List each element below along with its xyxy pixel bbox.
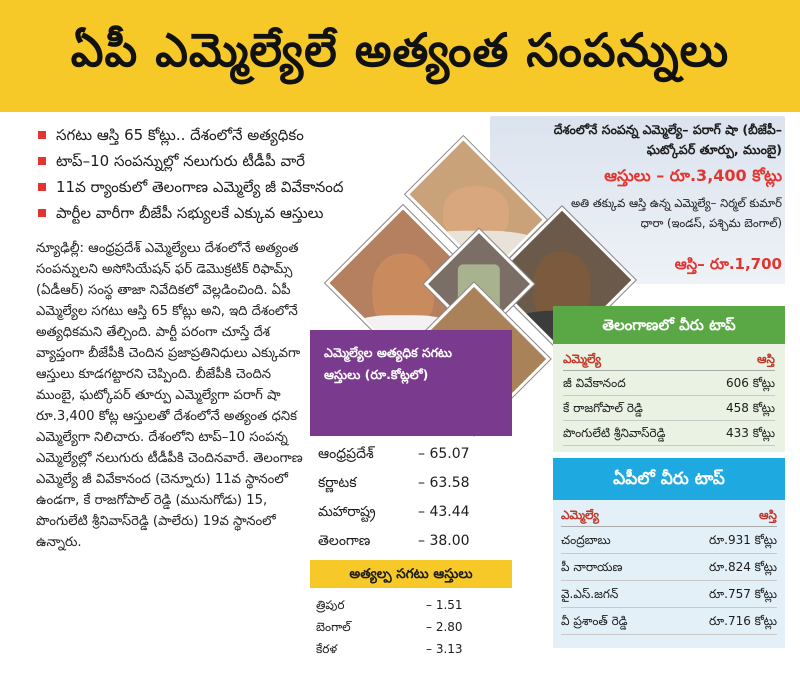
mla-name: కే రాజగోపాల్‌ రెడ్డి: [563, 401, 643, 415]
lowest-avg-assets-title: అత్యల్ప సగటు ఆస్తులు: [349, 566, 473, 582]
bullet-item: సగటు ఆస్తి 65 కోట్లు.. దేశంలోనే అత్యధికం: [38, 124, 478, 146]
avg-value: – 1.51: [426, 598, 463, 612]
table-row: [316, 594, 506, 616]
table-header: [561, 504, 777, 527]
mla-assets: 606 కోట్లు: [725, 376, 775, 390]
telangana-top-table: [553, 344, 785, 452]
state-name: మహారాష్ట్ర: [318, 504, 376, 520]
avg-value: – 65.07: [418, 446, 470, 462]
table-row: [563, 371, 775, 396]
state-name: బెంగాల్‌: [316, 620, 351, 634]
telangana-top-header: [553, 306, 785, 344]
poorest-mla-assets: ఆస్తి– రూ.1,700: [674, 255, 782, 273]
richest-mla-assets: ఆస్తులు – రూ.3,400 కోట్లు: [604, 166, 782, 185]
mla-name: వీ ప్రశాంత్‌ రెడ్డి: [561, 614, 628, 628]
poorest-mla-title: అతి తక్కువ ఆస్తి ఉన్న ఎమ్మెల్యే– నిర్మల్‌ కుమార్‌ ధారా (ఇండస్, పశ్చిమ బెంగాల్‌): [570, 196, 782, 230]
mla-assets: రూ.824 కోట్లు: [709, 560, 777, 574]
mla-name: పొంగులేటి శ్రీనివాస్‌రెడ్డి: [563, 426, 666, 440]
highest-avg-assets-title: ఎమ్మెల్యేల అత్యధిక సగటు ఆస్తులు (రూ.కోట్లలో): [324, 345, 452, 382]
table-row: [316, 616, 506, 638]
highest-avg-assets-table: [318, 440, 506, 556]
table-header: [563, 348, 775, 371]
ap-top-title: ఏపీలో వీరు టాప్‌: [613, 469, 725, 489]
bullet-item: పార్టీల వారీగా బీజేపీ సభ్యులకే ఎక్కువ ఆస్తులు: [38, 202, 478, 224]
mla-assets: 458 కోట్లు: [725, 401, 775, 415]
mla-assets: రూ.716 కోట్లు: [709, 614, 777, 628]
table-row: [563, 396, 775, 421]
table-row: [561, 554, 777, 581]
avg-value: – 63.58: [418, 475, 470, 491]
table-row: [318, 469, 506, 498]
mla-name: పీ నారాయణ: [561, 560, 623, 574]
headline-banner: [0, 0, 800, 112]
mla-name: చంద్రబాబు: [561, 533, 611, 547]
ap-top-table: [553, 500, 785, 648]
mla-assets: రూ.757 కోట్లు: [709, 587, 777, 601]
mla-assets: రూ.931 కోట్లు: [709, 533, 777, 547]
avg-value: – 3.13: [426, 642, 463, 656]
bullet-list: [38, 124, 478, 228]
highest-avg-assets-box: [310, 330, 512, 436]
column-header-mla: ఎమ్మెల్యే: [563, 352, 602, 366]
mla-name: జీ వివేకానంద: [563, 376, 626, 390]
article-body: న్యూఢిల్లీ: ఆంధ్రప్రదేశ్‌ ఎమ్మెల్యేలు దేశంలోనే అత్యంత సంపన్నులని అసోసియేషన్‌ ఫర్‌ డెమొక్రటిక్‌ రిఫామ్స్‌ (ఏడీఆర్‌) సంస్థ తాజా నివేదికలో వెల్లడించింది. ఏపీ ఎమ్మెల్యేల సగటు ఆస్తి 65 కోట్లు అని, ఇది దేశంలోనే అత్యధికమని తేల్చింది. పార్టీ పరంగా చూస్తే దేశ వ్యాప్తంగా బీజేపీకి చెందిన ప్రజాప్రతినిధులు ఎక్కువగా ఆస్తులు కూడగట్టారని చెప్పింది. బీజేపీకి చెందిన ముంబై, ఘట్కోపర్‌ తూర్పు ఎమ్మెల్యేగా పరాగ్‌ షా రూ.3,400 కోట్ల ఆస్తులతో దేశంలోనే అత్యంత ధనిక ఎమ్మెల్యేగా నిలిచారు. దేశంలోని టాప్‌–10 సంపన్న ఎమ్మెల్యేల్లో నలుగురు టీడీపీకి చెందినవారే. తెలంగాణ ఎమ్మెల్యే జీ వివేకానంద (చెన్నూరు) 11వ స్థానంలో ఉండగా, కే రాజగోపాల్‌ రెడ్డి (మునుగోడు) 15, పొంగులేటి శ్రీనివాస్‌రెడ్డి (పాలేరు) 19వ స్థానంలో ఉన్నారు.: [36, 241, 303, 550]
bullet-item: టాప్‌–10 సంపన్నుల్లో నలుగురు టీడీపీ వారే: [38, 150, 478, 172]
avg-value: – 2.80: [426, 620, 463, 634]
table-row: [563, 421, 775, 446]
column-header-mla: ఎమ్మెల్యే: [561, 508, 600, 522]
table-row: [561, 527, 777, 554]
state-name: ఆంధ్రప్రదేశ్‌: [318, 446, 374, 462]
table-row: [561, 608, 777, 635]
mla-name: వై.ఎస్‌.జగన్‌: [561, 587, 619, 601]
lowest-avg-assets-table: [316, 594, 506, 660]
table-row: [318, 498, 506, 527]
column-header-assets: ఆస్తి: [756, 352, 775, 366]
headline-text: ఏపీ ఎమ్మెల్యేలే అత్యంత సంపన్నులు: [70, 23, 730, 77]
state-name: తెలంగాణ: [318, 533, 371, 549]
table-row: [318, 440, 506, 469]
richest-mla-title: దేశంలోనే సంపన్న ఎమ్మెల్యే– పరాగ్‌ షా (బీజేపీ– ఘట్కోపర్‌ తూర్పు, ముంబై): [553, 122, 782, 157]
table-row: [316, 638, 506, 660]
state-name: కర్ణాటక: [318, 475, 357, 491]
state-name: కేరళ: [316, 642, 338, 656]
table-row: [561, 581, 777, 608]
state-name: త్రిపుర: [316, 598, 345, 612]
avg-value: – 38.00: [418, 533, 470, 549]
bullet-item: 11వ ర్యాంకులో తెలంగాణ ఎమ్మెల్యే జీ వివేకానంద: [38, 176, 478, 198]
column-header-assets: ఆస్తి: [758, 508, 777, 522]
lowest-avg-assets-header: [310, 560, 512, 588]
telangana-top-title: తెలంగాణలో వీరు టాప్‌: [602, 316, 736, 334]
table-row: [318, 527, 506, 556]
mla-assets: 433 కోట్లు: [725, 426, 775, 440]
avg-value: – 43.44: [418, 504, 470, 520]
ap-top-header: [553, 458, 785, 500]
